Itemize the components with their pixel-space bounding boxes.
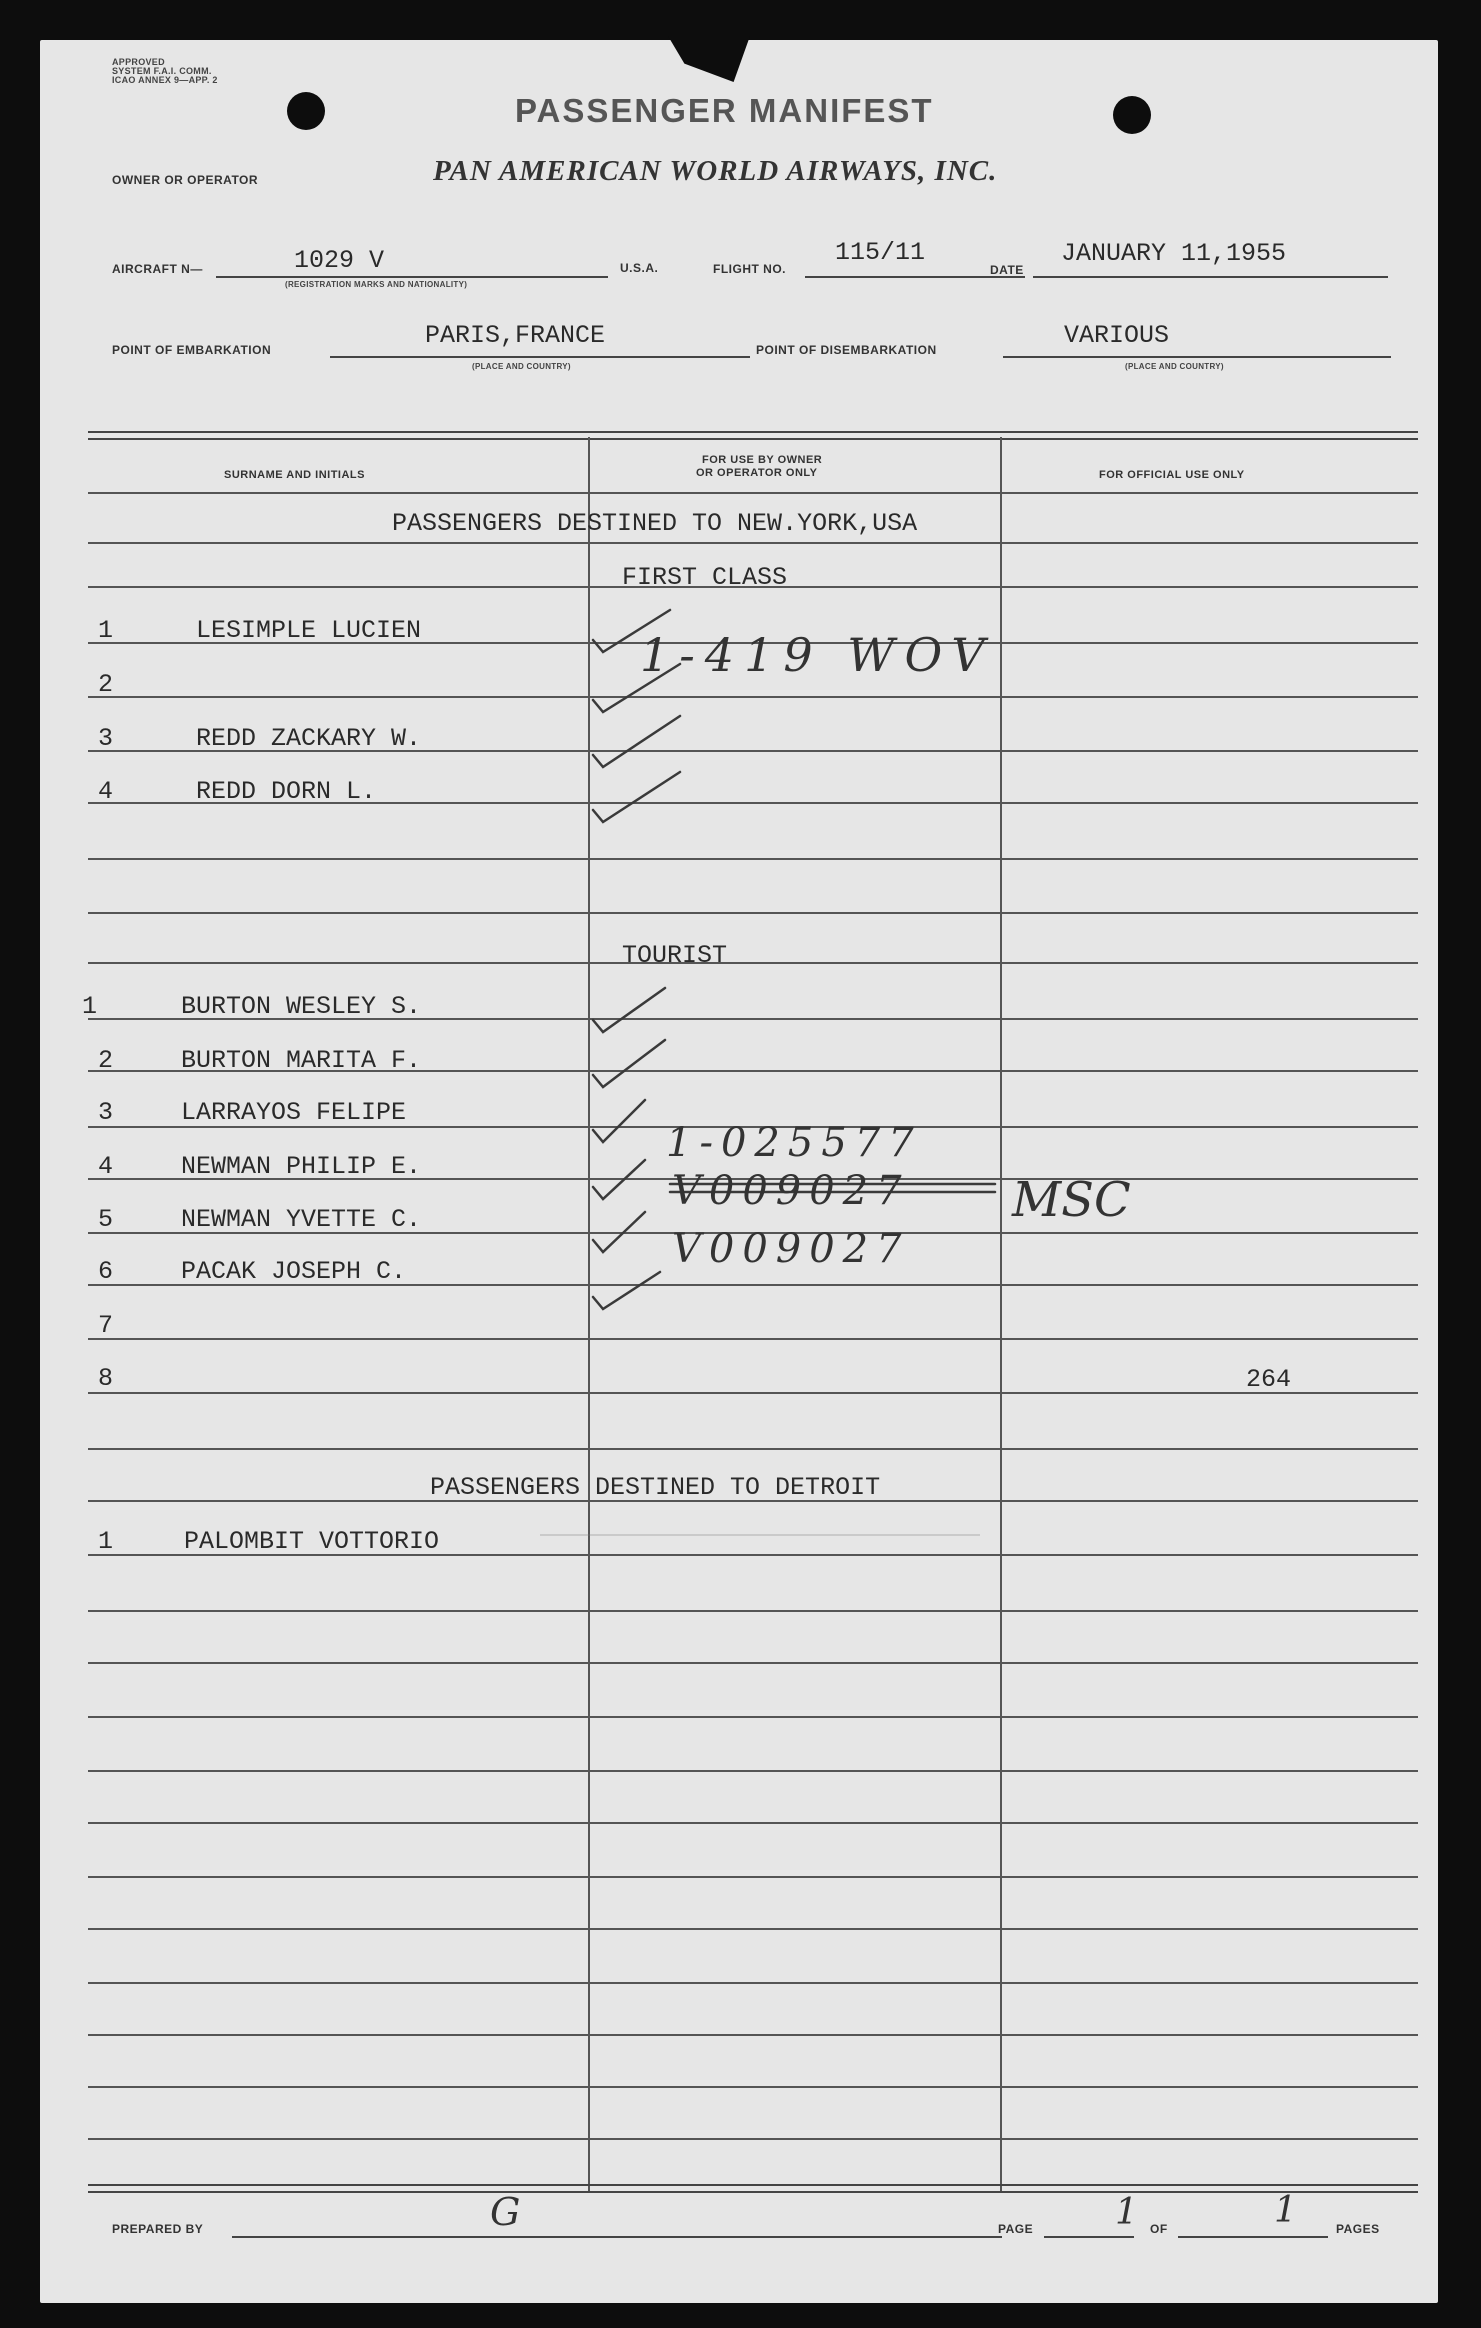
prepared-by-label: PREPARED BY [112,2222,204,2236]
list-item-num: 4 [98,1152,114,1181]
list-item-num: 7 [98,1311,114,1340]
approval-block: APPROVED SYSTEM F.A.I. COMM. ICAO ANNEX 9—APP. 2 [112,57,218,85]
tourist-heading: TOURIST [622,941,728,970]
date-label: DATE [990,263,1024,277]
list-item-num: 1 [82,992,98,1021]
flight-value: 115/11 [835,238,926,267]
of-value: 1 [1274,2190,1297,2231]
embark-label: POINT OF EMBARKATION [112,343,272,357]
passenger-name: BURTON MARITA F. [181,1046,422,1075]
list-item-num: 1 [98,616,114,645]
owner-label: OWNER OR OPERATOR [112,173,259,187]
list-item-num: 8 [98,1364,114,1393]
embark-caption: (PLACE AND COUNTRY) [472,362,571,371]
passenger-name: PACAK JOSEPH C. [181,1257,407,1286]
ny-heading: PASSENGERS DESTINED TO NEW.YORK,USA [392,509,918,538]
page-value: 1 [1115,2192,1138,2233]
pages-label: PAGES [1336,2222,1380,2236]
flight-label: FLIGHT NO. [713,262,786,276]
aircraft-caption: (REGISTRATION MARKS AND NATIONALITY) [285,280,468,289]
list-item-num: 3 [98,724,114,753]
ticket-handwritten: V009027 [672,1226,910,1272]
manifest-sheet [40,40,1438,2303]
disembark-value: VARIOUS [1064,321,1170,350]
ticket-handwritten: 1-025577 [666,1120,922,1166]
passenger-name: REDD DORN L. [196,777,377,806]
initials-handwritten: MSC [1012,1172,1131,1228]
disembark-caption: (PLACE AND COUNTRY) [1125,362,1224,371]
passenger-name: NEWMAN YVETTE C. [181,1205,422,1234]
list-item-num: 2 [98,670,114,699]
page-label: PAGE [998,2222,1034,2236]
aircraft-label: AIRCRAFT N— [112,262,203,276]
list-item-num: 2 [98,1046,114,1075]
list-item-num: 6 [98,1257,114,1286]
col-header-owner-a: FOR USE BY OWNER [702,454,823,466]
date-value: JANUARY 11,1955 [1061,239,1287,268]
check-mark [593,1212,645,1252]
of-label: OF [1150,2222,1168,2236]
check-mark [593,1272,660,1309]
usa-label: U.S.A. [620,261,659,275]
passenger-name: NEWMAN PHILIP E. [181,1152,422,1181]
check-mark [593,1160,645,1199]
official-number: 264 [1246,1365,1292,1394]
embark-value: PARIS,FRANCE [425,321,606,350]
list-item-num: 1 [98,1527,114,1556]
passenger-name: BURTON WESLEY S. [181,992,422,1021]
col-header-official: FOR OFFICIAL USE ONLY [1099,469,1245,481]
check-mark [593,1040,665,1087]
passenger-name: LARRAYOS FELIPE [181,1098,407,1127]
first-class-heading: FIRST CLASS [622,563,788,592]
passenger-name: REDD ZACKARY W. [196,724,422,753]
col-header-owner-b: OR OPERATOR ONLY [696,467,818,479]
passenger-name: LESIMPLE LUCIEN [196,616,422,645]
owner-value: PAN AMERICAN WORLD AIRWAYS, INC. [433,155,998,187]
passenger-name: PALOMBIT VOTTORIO [184,1527,440,1556]
aircraft-value: 1029 V [294,246,385,275]
disembark-label: POINT OF DISEMBARKATION [756,343,937,357]
check-mark [593,716,680,767]
col-header-surname: SURNAME AND INITIALS [224,469,365,481]
list-item-num: 4 [98,777,114,806]
check-mark [593,772,680,822]
ticket-handwritten: 1-419 WOV [640,628,995,682]
detroit-heading: PASSENGERS DESTINED TO DETROIT [430,1473,881,1502]
ticket-handwritten-struck: V009027 [672,1168,910,1214]
check-mark [593,988,665,1032]
list-item-num: 5 [98,1205,114,1234]
list-item-num: 3 [98,1098,114,1127]
preparer-signature: G [490,2190,521,2234]
page-title: PASSENGER MANIFEST [515,92,934,129]
check-mark [593,1100,645,1142]
